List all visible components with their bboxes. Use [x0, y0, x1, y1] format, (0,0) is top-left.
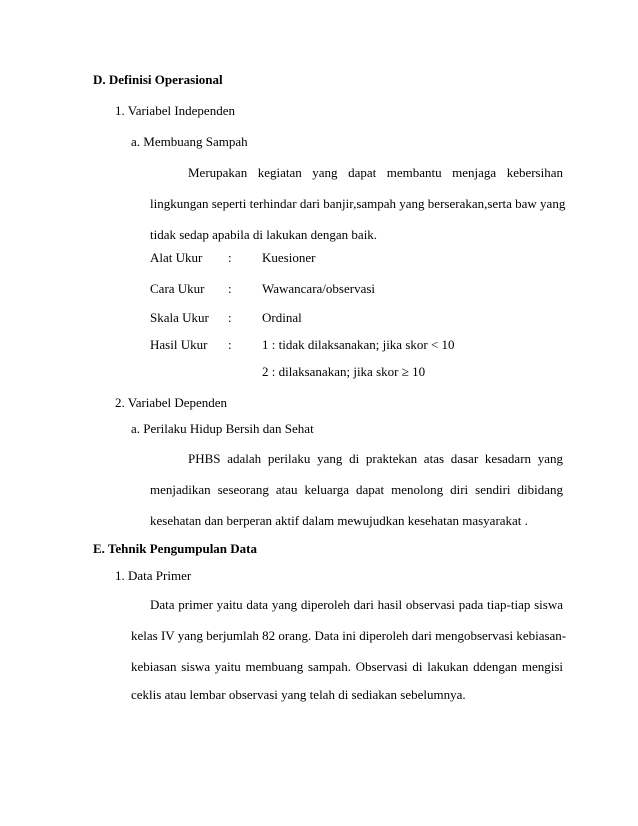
- paragraph-3-line-4: ceklis atau lembar observasi yang telah di sediakan sebelumnya.: [131, 687, 466, 702]
- section-d-item-1: 1. Variabel Independen: [115, 103, 235, 118]
- paragraph-1-line-3: tidak sedap apabila di lakukan dengan baik.: [150, 227, 378, 242]
- measure-value-alat-ukur: Kuesioner: [262, 250, 316, 265]
- measure-value-hasil-ukur-2: 2 : dilaksanakan; jika skor ≥ 10: [262, 364, 426, 379]
- paragraph-3-line-2: kelas IV yang berjumlah 82 orang. Data ini diperoleh dari mengobservasi kebiasan-: [131, 628, 567, 643]
- measure-value-cara-ukur: Wawancara/observasi: [262, 281, 376, 296]
- paragraph-1-line-2: lingkungan seperti terhindar dari banjir,sampah yang berserakan,serta baw yang: [150, 196, 566, 211]
- measure-label-alat-ukur: Alat Ukur: [150, 250, 203, 265]
- section-d-item-2: 2. Variabel Dependen: [115, 395, 228, 410]
- paragraph-2-line-2: menjadikan seseorang atau keluarga dapat menolong diri sendiri dibidang: [150, 482, 563, 497]
- measure-value-skala-ukur: Ordinal: [262, 310, 302, 325]
- section-e-heading: E. Tehnik Pengumpulan Data: [93, 541, 258, 556]
- measure-label-cara-ukur: Cara Ukur: [150, 281, 205, 296]
- paragraph-2-line-3: kesehatan dan berperan aktif dalam mewujudkan kesehatan masyarakat .: [150, 513, 528, 528]
- paragraph-2-line-1: PHBS adalah perilaku yang di praktekan atas dasar kesadarn yang: [188, 451, 563, 466]
- section-d-item-1a: a. Membuang Sampah: [131, 134, 248, 149]
- measure-label-skala-ukur: Skala Ukur: [150, 310, 209, 325]
- section-d-heading: D. Definisi Operasional: [93, 72, 223, 87]
- measure-value-hasil-ukur-1: 1 : tidak dilaksanakan; jika skor < 10: [262, 337, 455, 352]
- measure-colon: :: [228, 250, 232, 265]
- measure-colon: :: [228, 310, 232, 325]
- measure-label-hasil-ukur: Hasil Ukur: [150, 337, 208, 352]
- section-e-item-1: 1. Data Primer: [115, 568, 192, 583]
- paragraph-3-line-3: kebiasan siswa yaitu membuang sampah. Observasi di lakukan ddengan mengisi: [131, 659, 563, 674]
- paragraph-3-line-1: Data primer yaitu data yang diperoleh dari hasil observasi pada tiap-tiap siswa: [150, 597, 563, 612]
- measure-colon: :: [228, 281, 232, 296]
- measure-colon: :: [228, 337, 232, 352]
- paragraph-1-line-1: Merupakan kegiatan yang dapat membantu menjaga kebersihan: [188, 165, 563, 180]
- section-d-item-2a: a. Perilaku Hidup Bersih dan Sehat: [131, 421, 314, 436]
